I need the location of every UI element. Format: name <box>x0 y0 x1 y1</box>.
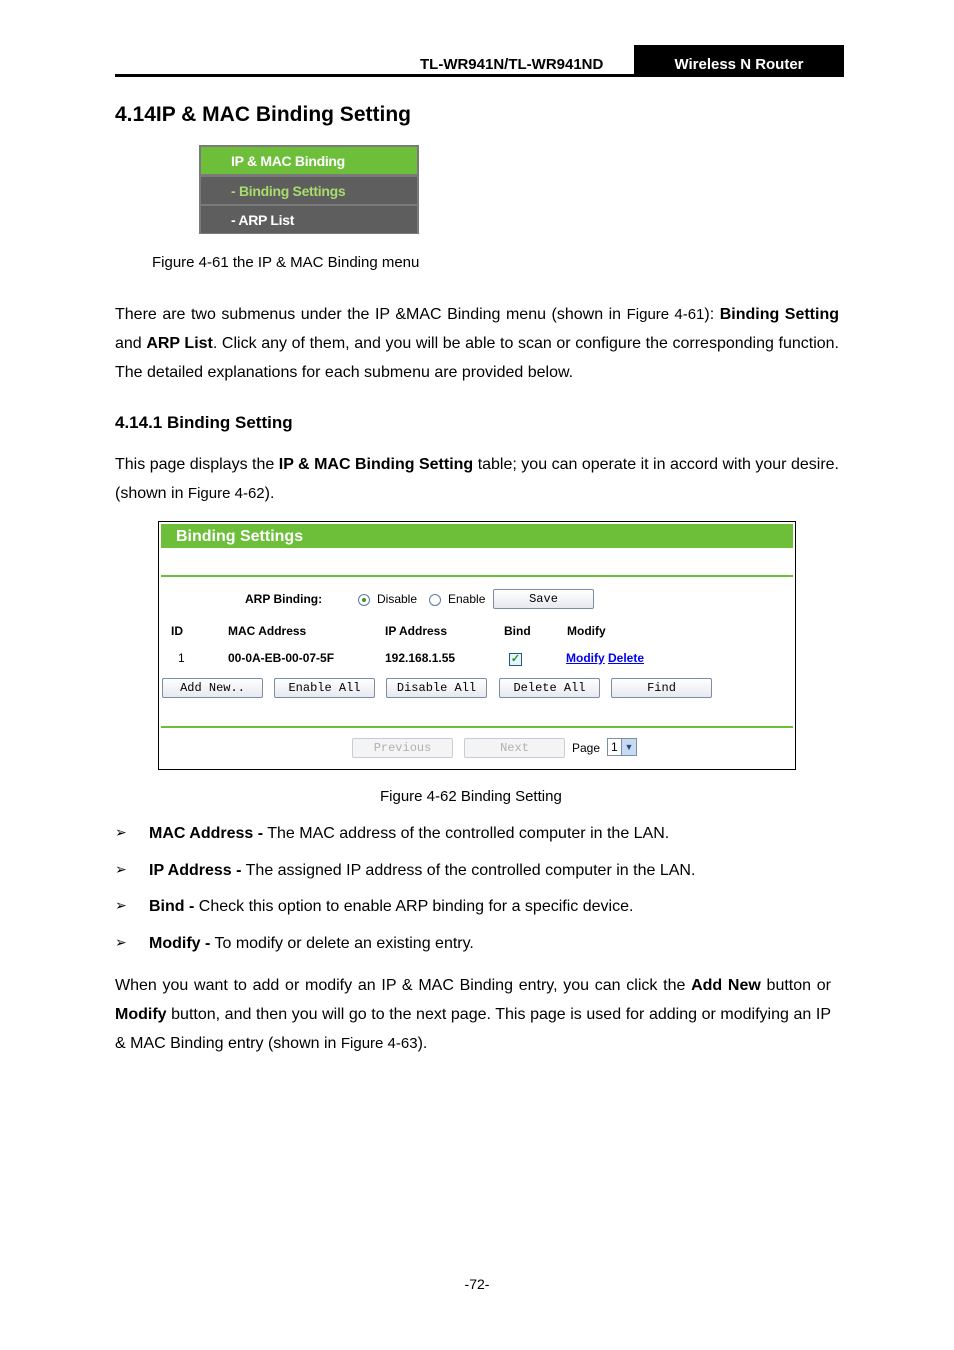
bullet-term: IP Address - <box>149 862 242 879</box>
header-rule <box>115 74 844 77</box>
enable-all-button[interactable]: Enable All <box>274 678 375 698</box>
row-id: 1 <box>178 651 185 665</box>
row-ip: 192.168.1.55 <box>385 651 456 665</box>
bullet-desc: The assigned IP address of the controlled computer in the LAN. <box>241 862 696 879</box>
panel-title: Binding Settings <box>161 524 793 548</box>
closing-text-3: button, and then you will go to the next page. This page is used for adding or modifying an IP & MAC Binding entry (shown in <box>115 1006 831 1052</box>
arp-binding-label: ARP Binding: <box>245 592 323 606</box>
intro-text-3: and <box>115 335 147 352</box>
section-title: IP & MAC Binding Setting <box>155 103 411 126</box>
closing-text-2: button or <box>760 977 831 994</box>
bullet-arrow-icon: ➢ <box>115 825 127 841</box>
intro-bold-arp-list: ARP List <box>146 335 213 352</box>
page-label: Page <box>572 741 601 755</box>
menu-item-binding-settings[interactable]: - Binding Settings <box>201 177 417 204</box>
enable-radio[interactable] <box>429 594 441 606</box>
page-select-value: 1 <box>611 740 618 754</box>
bullet-desc: The MAC address of the controlled computer in the LAN. <box>263 825 670 842</box>
delete-link[interactable]: Delete <box>608 651 645 665</box>
binding-settings-panel <box>158 521 796 770</box>
bullet-text <box>149 825 669 843</box>
header-model: TL-WR941N/TL-WR941ND <box>420 56 604 73</box>
bullet-arrow-icon: ➢ <box>115 862 127 878</box>
sub-intro-bold: IP & MAC Binding Setting <box>278 456 474 473</box>
subsection-number: 4.14.1 <box>115 413 163 432</box>
modify-link[interactable]: Modify <box>566 651 605 665</box>
closing-paragraph <box>115 971 831 1058</box>
bullet-term: Bind - <box>149 898 195 915</box>
disable-radio[interactable] <box>358 594 370 606</box>
intro-figure-ref: Figure 4-61 <box>626 306 705 323</box>
bullet-arrow-icon: ➢ <box>115 935 127 951</box>
col-id: ID <box>171 624 183 638</box>
bullet-desc: Check this option to enable ARP binding for a specific device. <box>194 898 634 915</box>
enable-label: Enable <box>448 592 486 606</box>
delete-all-button[interactable]: Delete All <box>499 678 600 698</box>
closing-text-4: ). <box>417 1035 428 1052</box>
col-modify: Modify <box>567 624 606 638</box>
page-select[interactable] <box>607 738 637 756</box>
closing-text-1: When you want to add or modify an IP & MAC Binding entry, you can click the <box>115 977 692 994</box>
section-number: 4.14 <box>115 103 156 126</box>
bullet-text <box>149 862 695 880</box>
header-product: Wireless N Router <box>634 45 844 77</box>
binding-intro-paragraph <box>115 450 839 508</box>
bind-checkbox[interactable]: ✓ <box>510 653 521 665</box>
bullet-modify <box>115 935 839 955</box>
col-bind: Bind <box>504 624 531 638</box>
subsection-heading <box>115 413 293 433</box>
intro-paragraph <box>115 300 839 387</box>
closing-figure-ref: Figure 4-63 <box>340 1035 418 1052</box>
sub-intro-figure-ref: Figure 4-62 <box>187 485 265 502</box>
closing-bold-modify: Modify <box>115 1006 167 1023</box>
bullet-term: MAC Address - <box>149 825 264 842</box>
panel-divider-top <box>161 575 793 577</box>
bullet-ip-address <box>115 862 839 882</box>
panel-divider-bottom <box>161 726 793 728</box>
bullet-text <box>149 898 633 916</box>
disable-label: Disable <box>377 592 418 606</box>
sub-intro-text-2: table; you can operate it in accord with your desire. (shown in <box>115 456 840 502</box>
menu-figure-caption: Figure 4-61 the IP & MAC Binding menu <box>152 254 420 271</box>
disable-all-button[interactable]: Disable All <box>386 678 487 698</box>
bullet-term: Modify - <box>149 935 211 952</box>
bullet-desc: To modify or delete an existing entry. <box>210 935 474 952</box>
page-number: -72- <box>464 1276 490 1292</box>
radio-selected-dot <box>362 598 366 602</box>
panel-figure-caption: Figure 4-62 Binding Setting <box>380 788 562 805</box>
intro-text-2: ): <box>704 306 720 323</box>
bullet-arrow-icon: ➢ <box>115 898 127 914</box>
bullet-bind <box>115 898 839 918</box>
intro-text-4: . Click any of them, and you will be able to scan or configure the corresponding function. The detailed explanations for each submenu are provided below. <box>115 335 840 381</box>
row-mac: 00-0A-EB-00-07-5F <box>228 651 335 665</box>
add-new-button[interactable]: Add New.. <box>162 678 263 698</box>
bullet-mac-address <box>115 825 839 845</box>
col-ip-address: IP Address <box>385 624 448 638</box>
save-button[interactable]: Save <box>493 589 594 609</box>
previous-button[interactable]: Previous <box>352 738 453 758</box>
find-button[interactable]: Find <box>611 678 712 698</box>
menu-item-arp-list[interactable]: - ARP List <box>201 206 417 233</box>
menu-item-ip-mac-binding[interactable]: IP & MAC Binding <box>201 147 417 174</box>
sub-intro-text-3: ). <box>264 485 275 502</box>
section-heading <box>115 103 411 127</box>
chevron-down-icon: ▼ <box>621 739 636 755</box>
intro-bold-binding-setting: Binding Setting <box>719 306 840 323</box>
sub-intro-text-1: This page displays the <box>115 456 279 473</box>
intro-text-1: There are two submenus under the IP &MAC Binding menu (shown in <box>115 306 627 323</box>
next-button[interactable]: Next <box>464 738 565 758</box>
ip-mac-binding-menu <box>199 145 419 234</box>
col-mac-address: MAC Address <box>228 624 307 638</box>
closing-bold-add-new: Add New <box>691 977 761 994</box>
bullet-text <box>149 935 474 953</box>
subsection-title: Binding Setting <box>167 413 293 432</box>
